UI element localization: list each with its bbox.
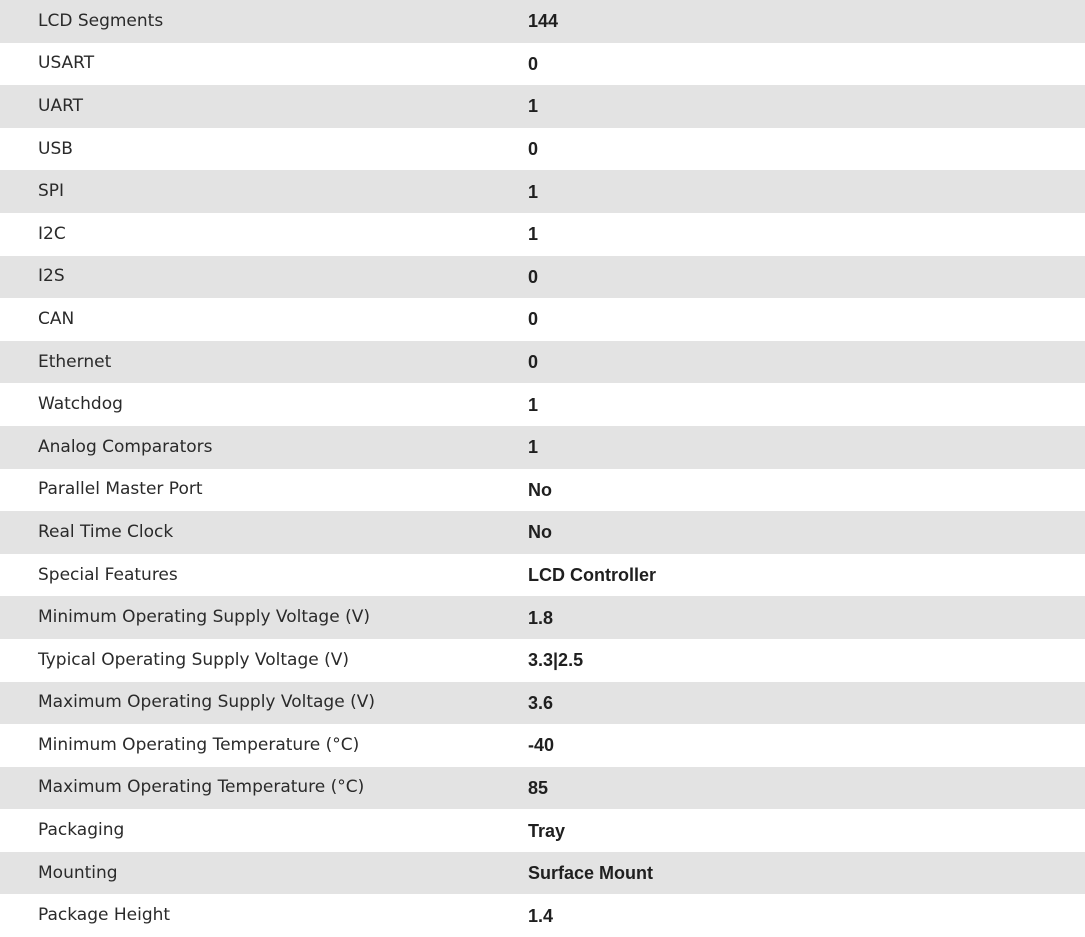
spec-label: Minimum Operating Temperature (°C) [38, 734, 360, 755]
spec-value: 85 [528, 767, 1085, 810]
spec-value: No [528, 511, 1085, 554]
spec-label: Parallel Master Port [38, 479, 203, 500]
table-row [0, 426, 1085, 469]
spec-label: Minimum Operating Supply Voltage (V) [0, 596, 528, 639]
table-row [0, 43, 1085, 86]
spec-value: 1 [528, 426, 1085, 469]
spec-label: Real Time Clock [0, 511, 528, 554]
spec-value: No [528, 479, 552, 500]
spec-label: CAN [38, 308, 75, 329]
table-row [0, 256, 1085, 299]
spec-value: 1 [528, 170, 1085, 213]
table-row [0, 341, 1085, 384]
table-row [0, 0, 1085, 43]
spec-value: Surface Mount [528, 852, 1085, 895]
spec-label: Special Features [38, 564, 178, 585]
spec-value: 0 [528, 53, 539, 74]
table-row [0, 894, 1085, 937]
table-row [0, 298, 1085, 341]
table-row [0, 213, 1085, 256]
spec-label: USART [38, 53, 95, 74]
spec-value: 1 [528, 224, 539, 245]
spec-value: -40 [528, 735, 555, 756]
spec-label: LCD Segments [0, 0, 528, 43]
table-row [0, 554, 1085, 597]
spec-label: Maximum Operating Temperature (°C) [0, 767, 528, 810]
table-row [0, 852, 1085, 895]
table-row [0, 383, 1085, 426]
table-row [0, 767, 1085, 810]
table-row [0, 469, 1085, 512]
spec-value: 1.8 [528, 596, 1085, 639]
spec-label: Watchdog [38, 394, 123, 415]
spec-label: Packaging [38, 820, 125, 841]
spec-value: 3.3|2.5 [528, 650, 584, 671]
spec-label: Package Height [38, 905, 171, 926]
spec-value: Tray [528, 820, 566, 841]
spec-value: 3.6 [528, 682, 1085, 725]
spec-label: Typical Operating Supply Voltage (V) [38, 649, 349, 670]
spec-value: 0 [528, 256, 1085, 299]
spec-value: 144 [528, 0, 1085, 43]
spec-value: 1 [528, 394, 539, 415]
spec-value: 0 [528, 139, 539, 160]
table-row [0, 170, 1085, 213]
spec-label: SPI [0, 170, 528, 213]
spec-value: 0 [528, 309, 539, 330]
spec-label: Maximum Operating Supply Voltage (V) [0, 682, 528, 725]
spec-label: Mounting [0, 852, 528, 895]
table-row [0, 128, 1085, 171]
table-row [0, 724, 1085, 767]
table-row [0, 596, 1085, 639]
spec-label: USB [38, 138, 73, 159]
spec-label: I2C [38, 223, 66, 244]
spec-label: I2S [0, 256, 528, 299]
table-row [0, 682, 1085, 725]
spec-label: Ethernet [0, 341, 528, 384]
spec-label: Analog Comparators [0, 426, 528, 469]
table-row [0, 809, 1085, 852]
spec-value: 1.4 [528, 905, 554, 926]
spec-label: UART [0, 85, 528, 128]
spec-value: LCD Controller [528, 565, 656, 586]
table-row [0, 511, 1085, 554]
table-row [0, 85, 1085, 128]
spec-value: 0 [528, 341, 1085, 384]
spec-value: 1 [528, 85, 1085, 128]
table-row [0, 639, 1085, 682]
